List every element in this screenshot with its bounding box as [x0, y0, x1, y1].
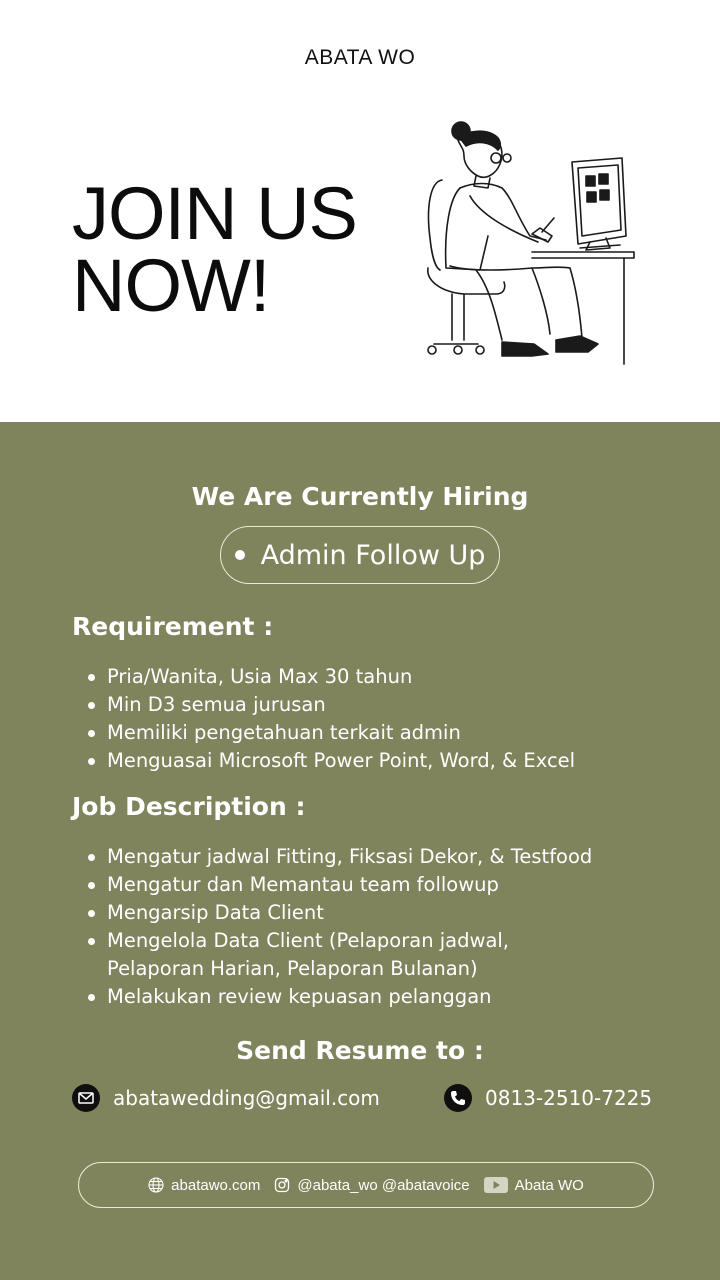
youtube-link[interactable] [484, 1177, 584, 1194]
envelope-icon [72, 1084, 100, 1112]
requirement-title: Requirement : [72, 612, 274, 641]
list-item: Pria/Wanita, Usia Max 30 tahun [88, 663, 575, 691]
headline-line-1: JOIN US [72, 172, 357, 255]
job-description-list [88, 843, 608, 1011]
social-links-bar [78, 1162, 654, 1208]
youtube-label: Abata WO [514, 1176, 584, 1194]
list-item: Mengarsip Data Client [88, 899, 608, 927]
requirement-list [88, 663, 575, 775]
list-item: Mengatur dan Memantau team followup [88, 871, 608, 899]
list-item: Menguasai Microsoft Power Point, Word, & Excel [88, 747, 575, 775]
instagram-icon [274, 1177, 290, 1193]
website-label: abatawo.com [171, 1176, 261, 1194]
list-item: Memiliki pengetahuan terkait admin [88, 719, 575, 747]
position-label: Admin Follow Up [260, 539, 486, 571]
email-contact[interactable] [72, 1084, 380, 1112]
headline [72, 172, 357, 327]
globe-icon [148, 1177, 164, 1193]
job-description-title: Job Description : [72, 792, 306, 821]
list-item: Min D3 semua jurusan [88, 691, 575, 719]
phone-contact[interactable] [444, 1084, 652, 1112]
instagram-label: @abata_wo @abatavoice [297, 1176, 470, 1194]
send-resume-title: Send Resume to : [236, 1036, 484, 1065]
email-address[interactable]: abatawedding@gmail.com [113, 1086, 380, 1110]
position-pill [220, 526, 500, 584]
hiring-panel [0, 422, 720, 1280]
list-item: Mengelola Data Client (Pelaporan jadwal, Pelaporan Harian, Pelaporan Bulanan) [88, 927, 608, 983]
website-link[interactable] [148, 1177, 260, 1194]
list-item: Melakukan review kepuasan pelanggan [88, 983, 608, 1011]
youtube-icon [484, 1177, 508, 1193]
hero-section [0, 0, 720, 422]
person-at-computer-illustration [420, 118, 644, 370]
hiring-title: We Are Currently Hiring [191, 482, 529, 511]
instagram-link[interactable] [274, 1177, 469, 1194]
phone-icon [444, 1084, 472, 1112]
headline-line-2: NOW! [72, 244, 270, 327]
phone-number[interactable]: 0813-2510-7225 [485, 1086, 653, 1110]
bullet-dot [235, 550, 245, 560]
list-item: Mengatur jadwal Fitting, Fiksasi Dekor, & Testfood [88, 843, 608, 871]
brand-name: ABATA WO [304, 46, 416, 69]
